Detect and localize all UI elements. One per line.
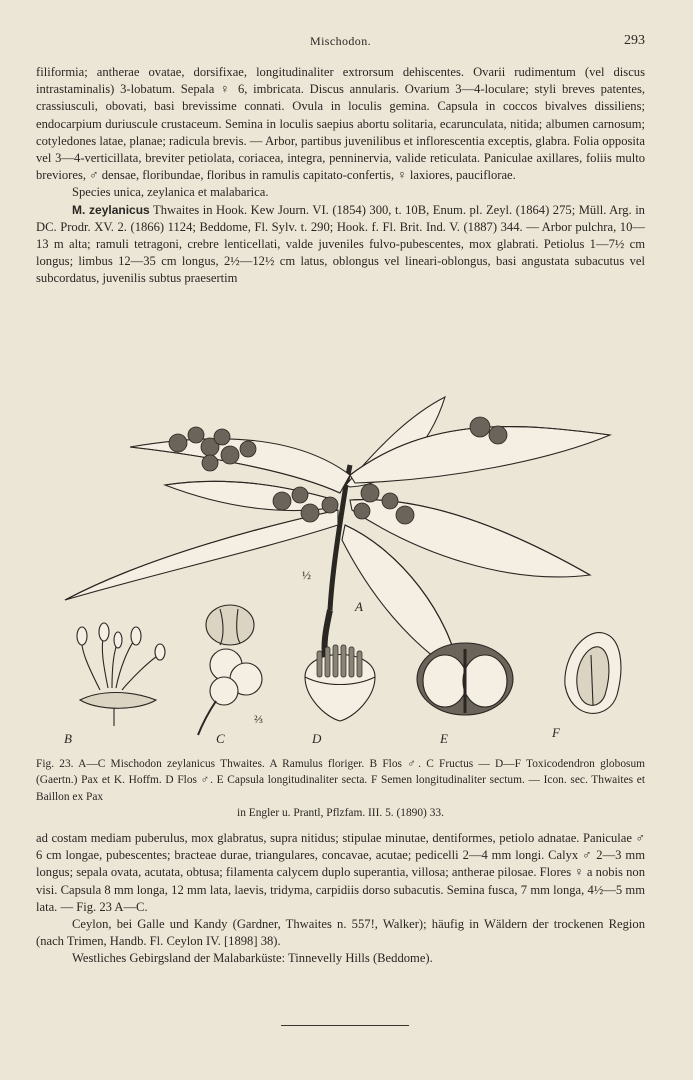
description-continued: ad costam mediam puberulus, mox glabratus, supra nitidus; stipulae minutae, dentiformes, petiolo adnatae. Paniculae ♂ 6 cm longae, pubescentes; bracteae durae, triangulares, concavae, acutae; pedicelli 2—4 mm longi. Calyx ♂ 2—3 mm longus; sepala ovata, acutata, obtusa; filamenta calycem duplo superantia, villosa; antherae pilosae. Flores ♀ a nobis non visi. Capsula 8 mm longa, 12 mm lata, laevis, tridyma, carpidiis dorso subacutis. Semina fusca, 7 mm longa, 4½—5 mm lata. — Fig. 23 A—C.: [36, 831, 645, 914]
flower-illustration-d: [305, 645, 375, 721]
section-end-rule: [281, 1025, 409, 1026]
distribution-ceylon: Ceylon, bei Galle und Kandy (Gardner, Thwaites n. 557!, Walker); häufig in Wäldern der trockenen Region (nach Trimen, Handb. Fl. Ceylon IV. [1898] 38).: [36, 917, 645, 949]
scale-label-main: ½: [302, 568, 311, 582]
fig-label-b: B: [64, 731, 72, 746]
flower-illustration-b: [77, 623, 165, 726]
distribution-malabar: Westliches Gebirgsland der Malabarküste: Tinnevelly Hills (Beddome).: [72, 951, 433, 966]
species-note: Species unica, zeylanica et malabarica.: [72, 185, 269, 200]
seed-illustration-f: [565, 633, 621, 714]
species-entry: [36, 202, 645, 288]
species-name: M. zeylanicus: [72, 202, 150, 217]
fig-label-c: C: [216, 731, 225, 746]
capsule-illustration-e: [417, 643, 513, 715]
genus-description: [36, 64, 645, 288]
page-number: 293: [624, 33, 645, 48]
fig-label-d: D: [312, 731, 322, 746]
branch-illustration-a: [65, 397, 610, 675]
botanical-illustration: [50, 375, 650, 747]
description-paragraph: filiformia; antherae ovatae, dorsifixae, longitudinaliter extrorsum dehiscentes. Ovarii rudimentum (vel discus intrastaminalis) 3-lobatum. Sepala ♀ 6, imbricata. Discus annularis. Ovarium 3—4-loculare; styli breves patentes, crassiusculi, obovati, basi brevissime connati. Ovula in loculis gemina. Capsula in coccos bivalves dissiliens; endocarpium duriuscule crustaceum. Semina in loculis saepius abortu solitaria, ecarunculata, nitida; albumen carnosum; cotyledones latae, planae; radicula brevis. — Arbor, partibus juvenilibus et inflorescentia exceptis, glabra. Folia opposita vel 3—4-verticillata, breviter petiolata, coriacea, integra, penninervia, valide reticulata. Paniculae axillares, foliis multo breviores, ♂ densae, floribundae, floribus in ramulis capitato-confertis, ♀ laxiores, pauciflorae.: [36, 65, 645, 183]
scale-label-c: ⅔: [254, 712, 263, 726]
fruit-illustration-c: [198, 605, 262, 735]
running-head: [36, 34, 645, 54]
caption-source: in Engler u. Prantl, Pflzfam. III. 5. (1890) 33.: [237, 807, 444, 820]
fig-label-e: E: [440, 731, 448, 746]
fig-label-f: F: [552, 725, 560, 740]
figure-caption: [36, 756, 645, 822]
caption-text: Fig. 23. A—C Mischodon zeylanicus Thwaites. A Ramulus floriger. B Flos ♂. C Fructus — D—F Toxicodendron globosum (Gaertn.) Pax et K. Hoffm. D Flos ♂. E Capsula longitudinaliter secta. F Semen longitudinaliter sectum. — Icon. sec. Thwaites et Baillon ex Pax: [36, 758, 645, 803]
fig-label-a: A: [355, 599, 363, 614]
running-title: Mischodon.: [310, 34, 371, 48]
species-entry-text: Thwaites in Hook. Kew Journ. VI. (1854) 300, t. 10B, Enum. pl. Zeyl. (1864) 275; Müll. Arg. in DC. Prodr. XV. 2. (1866) 1124; Beddome, Fl. Sylv. t. 290; Hook. f. Fl. Brit. Ind. V. (1887) 344. — Arbor pulchra, 10—13 m alta; ramuli tetragoni, crebre lenticellati, valde juveniles fulvo-pubescentes, mox glabrati. Petiolus 1—7½ cm longus; limbus 12—35 cm longus, 2½—12½ cm latus, oblongus vel lineari-oblongus, basi angustata subacutus vel subcordatus, juvenilis subtus praesertim: [36, 202, 645, 286]
species-description-continued: [36, 830, 645, 968]
